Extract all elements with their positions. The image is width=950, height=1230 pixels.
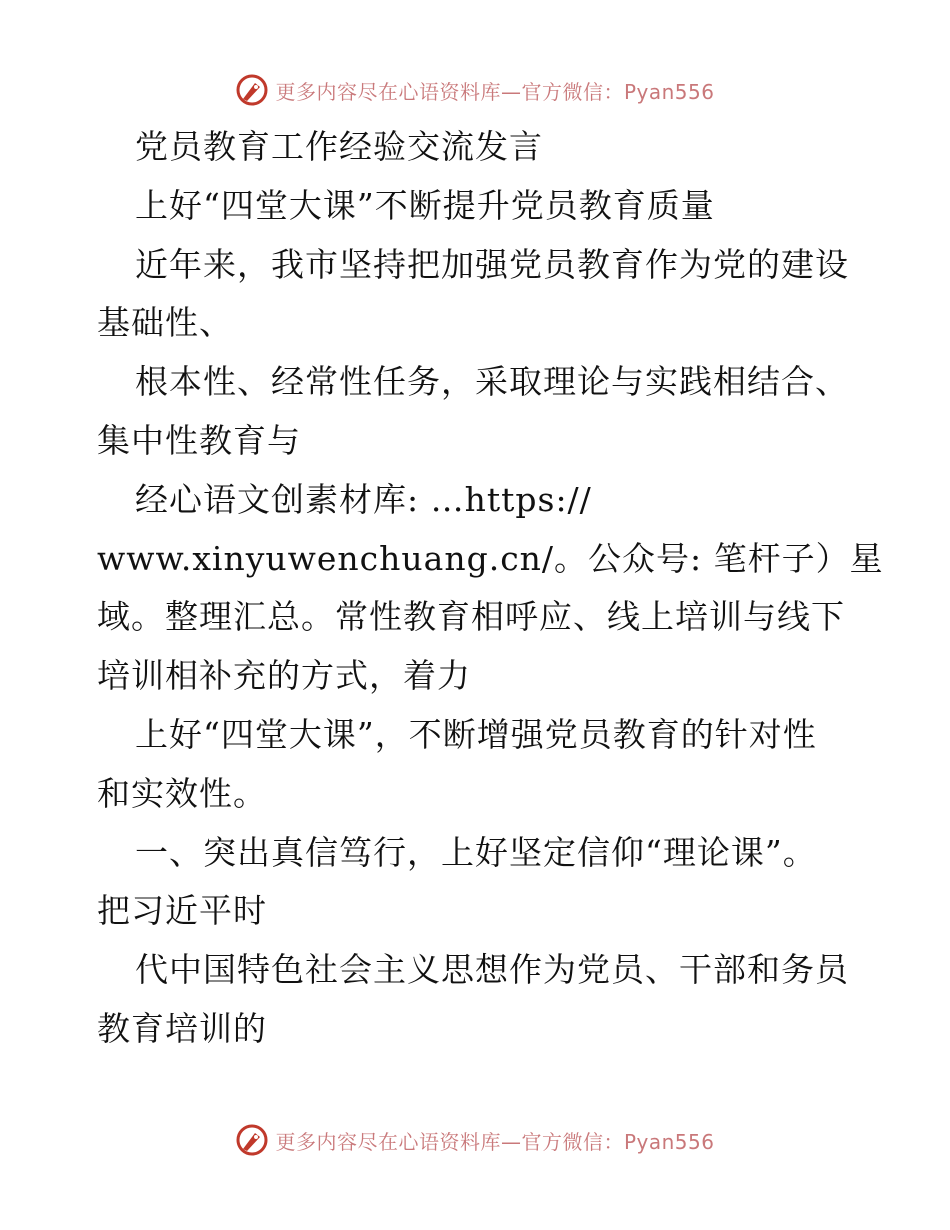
doc-line: 近年来，我市坚持把加强党员教育作为党的建设 [135, 244, 849, 284]
doc-line: 上好“四堂大课”，不断增强党员教育的针对性 [135, 714, 817, 754]
doc-line: 把习近平时 [97, 891, 267, 931]
doc-line: 教育培训的 [97, 1008, 267, 1048]
document-body [97, 118, 884, 1059]
doc-line: 代中国特色社会主义思想作为党员、干部和务员 [135, 950, 849, 990]
doc-line: 集中性教育与 [97, 420, 301, 460]
doc-line: 和实效性。 [97, 773, 267, 813]
doc-line: 根本性、经常性任务，采取理论与实践相结合、 [135, 362, 849, 402]
doc-line-subtitle: 上好“四堂大课”不断提升党员教育质量 [135, 185, 715, 225]
doc-line: 培训相补充的方式，着力 [97, 656, 471, 696]
doc-line: 域。整理汇总。常性教育相呼应、线上培训与线下 [97, 597, 845, 637]
pen-nib-logo-icon [235, 1123, 269, 1157]
footer-banner-text: 更多内容尽在心语资料库—官方微信：Pyan556 [275, 1129, 715, 1154]
header-banner-inner [235, 73, 714, 107]
doc-line-title: 党员教育工作经验交流发言 [135, 127, 543, 166]
doc-line: 经心语文创素材库: …https:// [135, 479, 592, 519]
footer-banner-inner [235, 1123, 714, 1157]
header-banner-text: 更多内容尽在心语资料库—官方微信：Pyan556 [275, 79, 715, 104]
footer-banner [0, 1120, 950, 1160]
doc-line-section-heading: 一、突出真信笃行，上好坚定信仰“理论课”。 [135, 832, 817, 872]
pen-nib-logo-icon [235, 73, 269, 107]
doc-line: www.xinyuwenchuang.cn/。公众号: 笔杆子）星 [97, 538, 884, 578]
doc-line: 基础性、 [97, 303, 233, 343]
header-banner [0, 70, 950, 110]
